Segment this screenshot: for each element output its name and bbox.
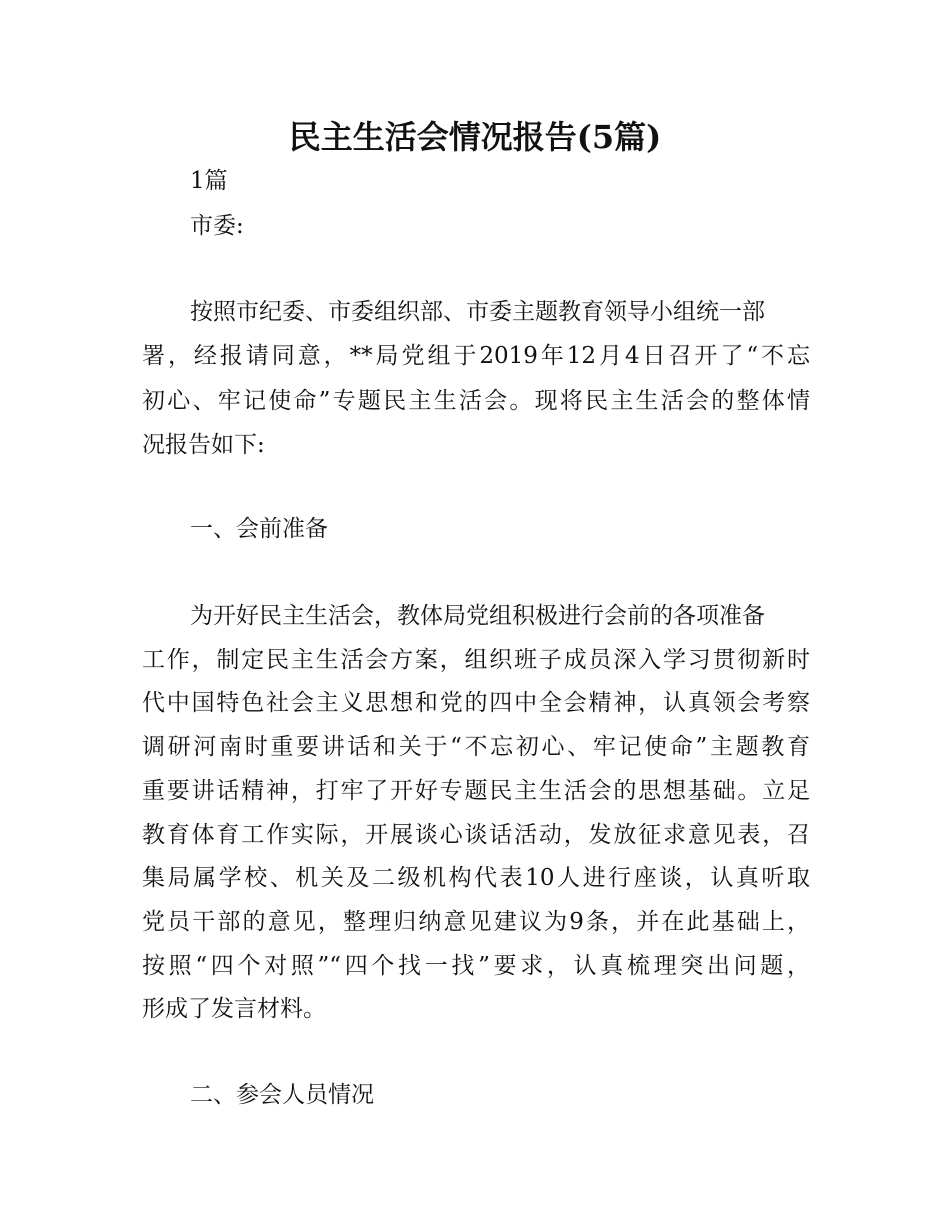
paragraph-line: 形成了发言材料。 (142, 996, 326, 1022)
paragraph-line: 调研河南时重要讲话和关于“不忘初心、牢记使命”主题教育 (142, 734, 810, 760)
paragraph-line: 工作，制定民主生活会方案，组织班子成员深入学习贯彻新时 (142, 647, 810, 673)
section-heading-2: 二、参会人员情况 (190, 1082, 374, 1108)
document-title: 民主生活会情况报告(5篇) (288, 118, 662, 156)
section-label: 1篇 (190, 168, 228, 194)
addressee: 市委: (190, 213, 244, 239)
intro-line: 况报告如下: (142, 432, 265, 458)
intro-line: 署，经报请同意，**局党组于2019年12月4日召开了“不忘 (142, 343, 810, 369)
section-heading-1: 一、会前准备 (190, 516, 328, 542)
paragraph-line: 为开好民主生活会，教体局党组积极进行会前的各项准备 (190, 603, 765, 629)
paragraph-line: 党员干部的意见，整理归纳意见建议为9条，并在此基础上， (142, 909, 810, 935)
paragraph-line: 按照“四个对照”“四个找一找”要求，认真梳理突出问题， (142, 953, 810, 979)
intro-line: 初心、牢记使命”专题民主生活会。现将民主生活会的整体情 (142, 388, 810, 414)
paragraph-line: 重要讲话精神，打牢了开好专题民主生活会的思想基础。立足 (142, 778, 810, 804)
paragraph-line: 代中国特色社会主义思想和党的四中全会精神，认真领会考察 (142, 690, 810, 716)
paragraph-line: 教育体育工作实际，开展谈心谈话活动，发放征求意见表，召 (142, 822, 810, 848)
paragraph-line: 集局属学校、机关及二级机构代表10人进行座谈，认真听取 (142, 865, 810, 891)
intro-line: 按照市纪委、市委组织部、市委主题教育领导小组统一部 (190, 299, 765, 325)
